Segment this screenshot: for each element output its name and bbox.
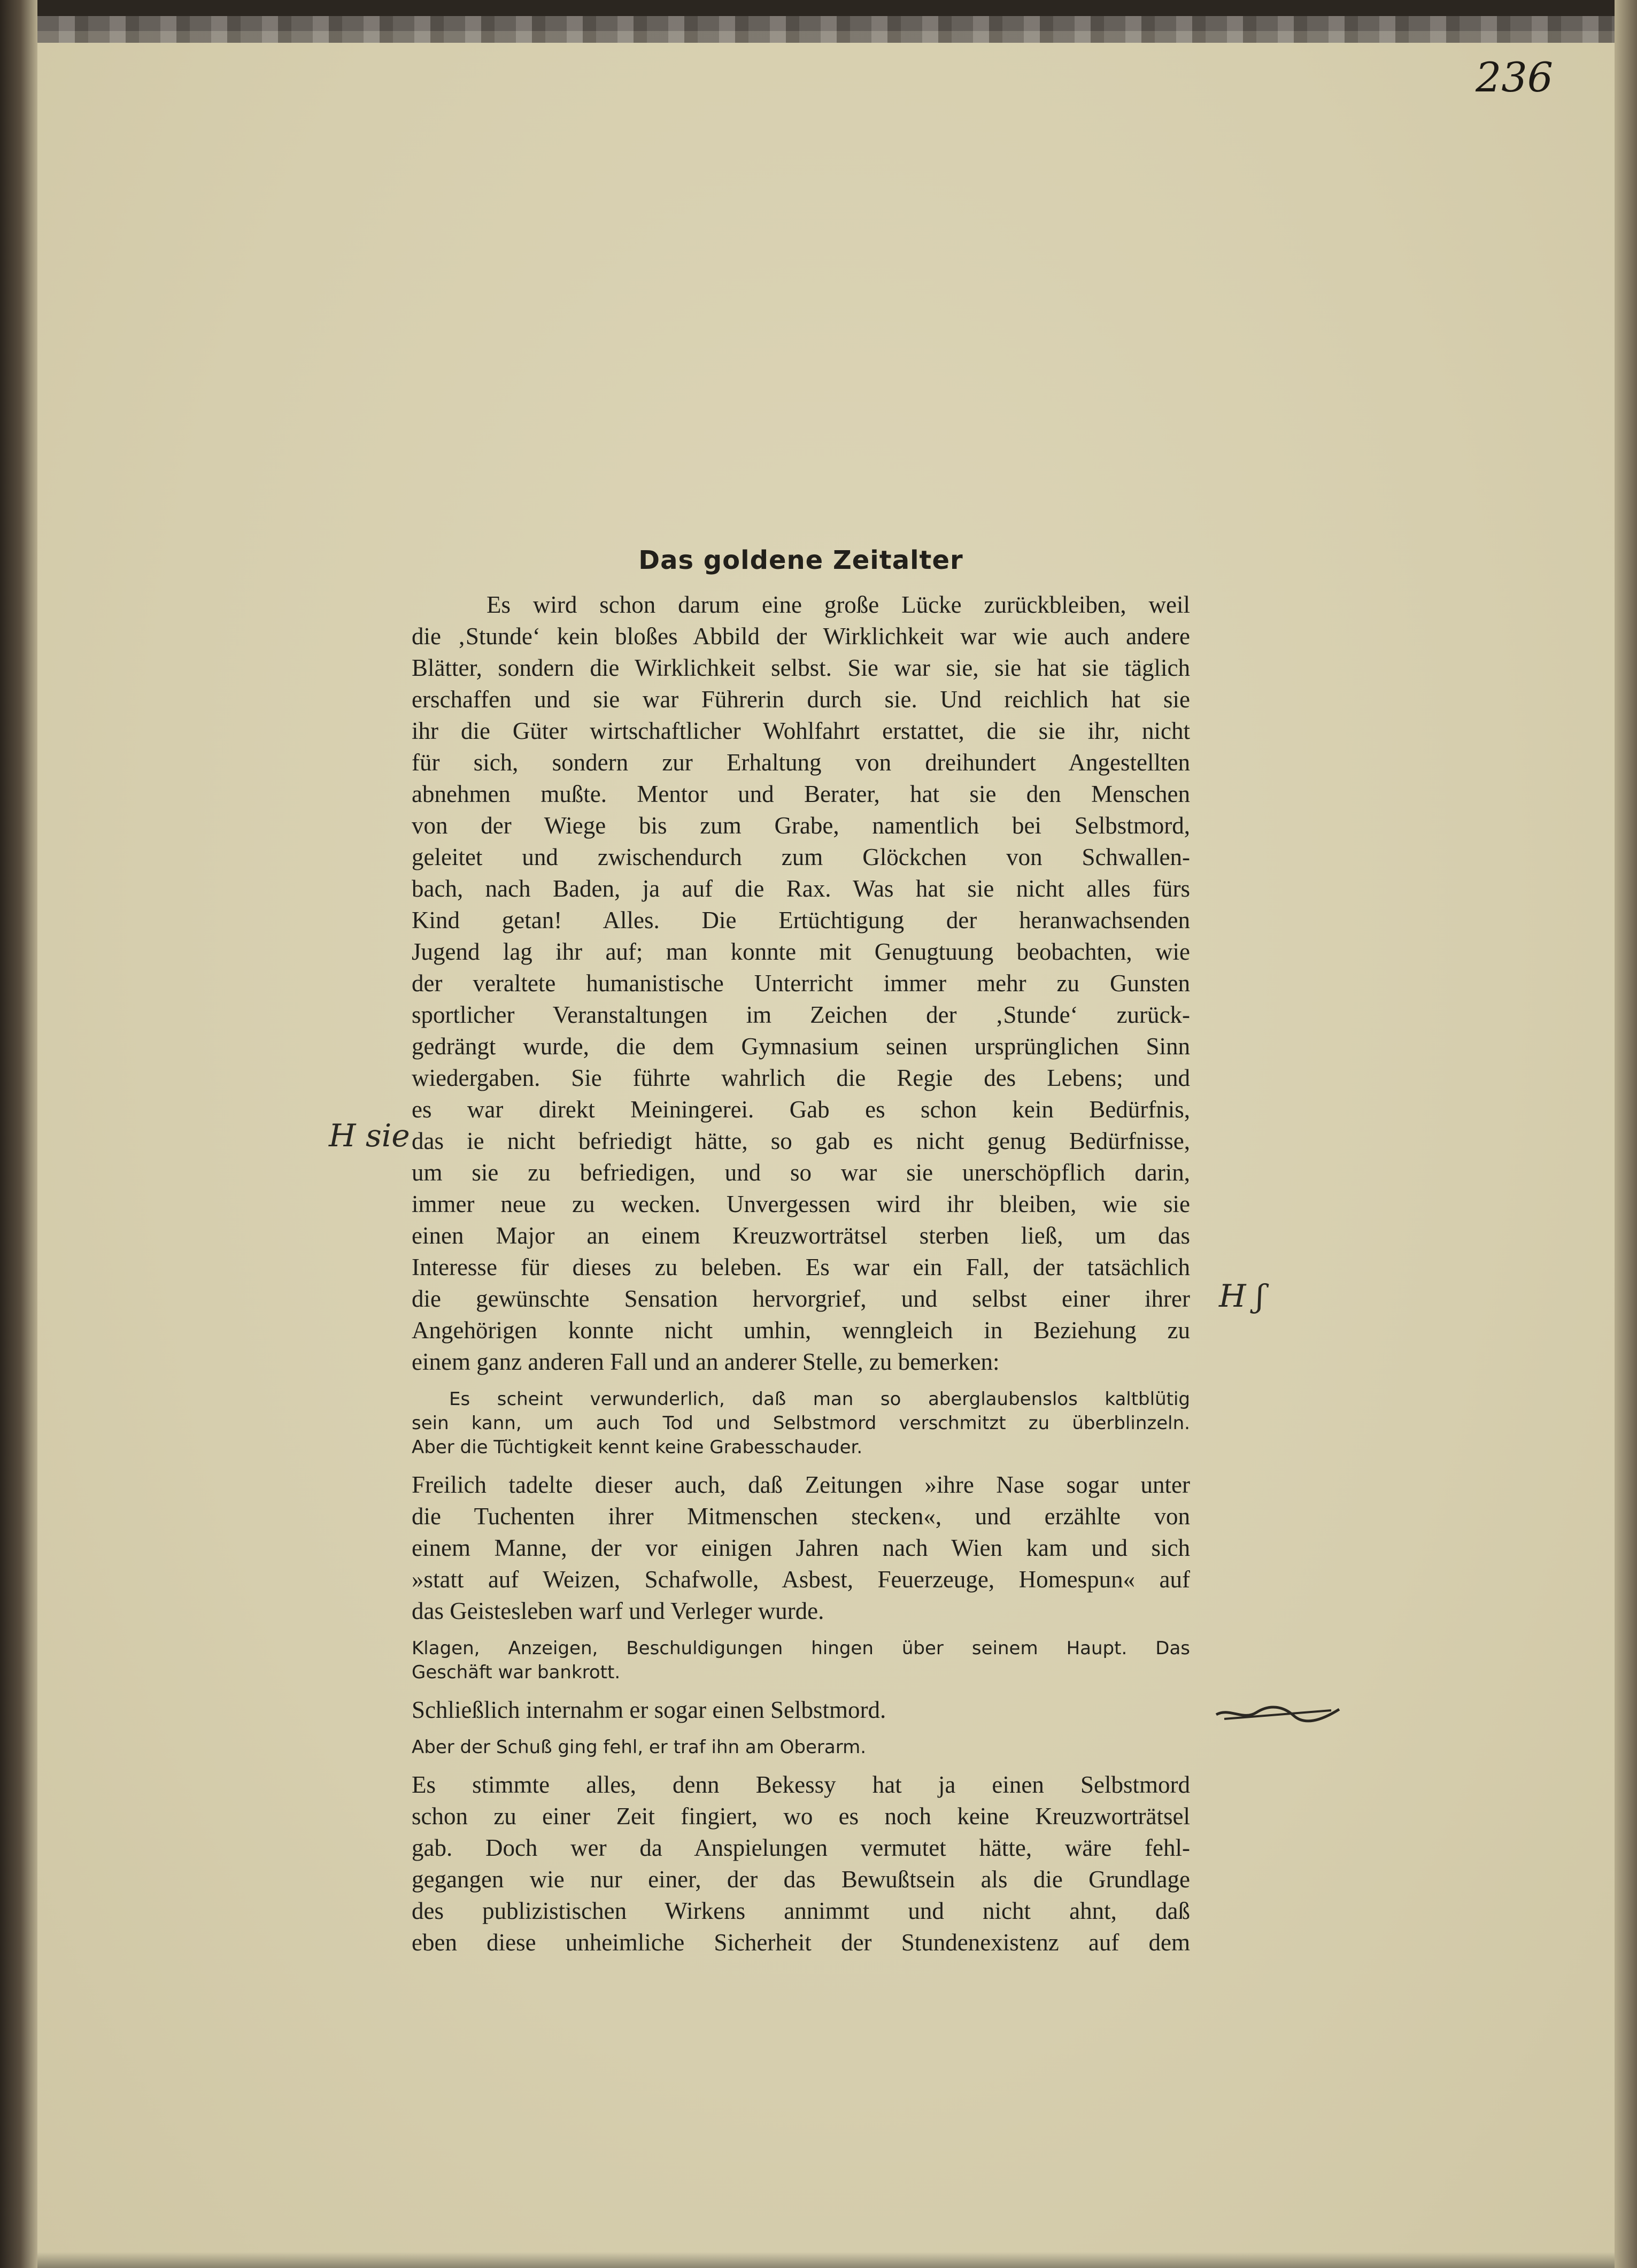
article-title: Das goldene Zeitalter	[638, 545, 963, 575]
text-line: bach, nach Baden, ja auf die Rax. Was hat sie nicht alles fürs	[412, 875, 1190, 902]
paragraph-2	[412, 1469, 1190, 1627]
page-bottom-shadow	[37, 2252, 1615, 2268]
text-line: die Tuchenten ihrer Mitmenschen stecken«, und erzählte von	[412, 1503, 1190, 1530]
binding-edge	[0, 0, 37, 2268]
text-line: eben diese unheimliche Sicherheit der Stundenexistenz auf dem	[412, 1929, 1190, 1956]
block-quote-2	[412, 1637, 1190, 1685]
text-line: Jugend lag ihr auf; man konnte mit Genugtuung beobachten, wie	[412, 938, 1190, 965]
text-line: erschaffen und sie war Führerin durch sie. Und reichlich hat sie	[412, 686, 1190, 713]
text-line: einem Manne, der vor einigen Jahren nach Wien kam und sich	[412, 1534, 1190, 1561]
text-line: es war direkt Meiningerei. Gab es schon kein Bedürfnis,	[412, 1096, 1190, 1123]
text-line: gegangen wie nur einer, der das Bewußtsein als die Grundlage	[412, 1866, 1190, 1893]
text-line: abnehmen mußte. Mentor und Berater, hat sie den Menschen	[412, 781, 1190, 807]
text-line: Interesse für dieses zu beleben. Es war ein Fall, der tatsächlich	[412, 1254, 1190, 1280]
text-line: Kind getan! Alles. Die Ertüchtigung der heranwachsenden	[412, 907, 1190, 934]
text-line: einem ganz anderen Fall und an anderer Stelle, zu bemerken:	[412, 1348, 1000, 1375]
text-line: das ie nicht befriedigt hätte, so gab es nicht genug Bedürfnisse,	[412, 1128, 1190, 1154]
text-line: geleitet und zwischendurch zum Glöckchen von Schwallen-	[412, 844, 1190, 870]
paragraph-1	[412, 589, 1190, 1378]
quote-line: Klagen, Anzeigen, Beschuldigungen hingen über seinem Haupt. Das	[412, 1638, 1190, 1659]
text-line: schon zu einer Zeit fingiert, wo es noch keine Kreuzworträtsel	[412, 1803, 1190, 1830]
text-line: um sie zu befriedigen, und so war sie unerschöpflich darin,	[412, 1159, 1190, 1186]
article-body	[412, 545, 1190, 1958]
quote-line: Es scheint verwunderlich, daß man so aberglaubenslos kaltblütig	[449, 1388, 1190, 1410]
block-quote-3	[412, 1735, 1190, 1760]
text-line: die gewünschte Sensation hervorgrief, und selbst einer ihrer	[412, 1285, 1190, 1312]
page-right-edge	[1615, 0, 1637, 2268]
text-line: »statt auf Weizen, Schafwolle, Asbest, Feuerzeuge, Homespun« auf	[412, 1566, 1190, 1593]
text-line: Angehörigen konnte nicht umhin, wenngleich in Beziehung zu	[412, 1317, 1190, 1344]
text-line: wiedergaben. Sie führte wahrlich die Regie des Lebens; und	[412, 1064, 1190, 1091]
text-line: des publizistischen Wirkens annimmt und nicht ahnt, daß	[412, 1897, 1190, 1924]
text-line: immer neue zu wecken. Unvergessen wird ihr bleiben, wie sie	[412, 1191, 1190, 1217]
quote-line: Geschäft war bankrott.	[412, 1662, 621, 1683]
folio-number: 236	[1476, 53, 1554, 101]
text-line: von der Wiege bis zum Grabe, namentlich bei Selbstmord,	[412, 812, 1190, 839]
text-line: das Geistesleben warf und Verleger wurde.	[412, 1598, 824, 1624]
margin-note-right: H ʃ	[1219, 1278, 1264, 1314]
text-line: Schließlich internahm er sogar einen Selbstmord.	[412, 1696, 886, 1723]
text-line: sportlicher Veranstaltungen im Zeichen der ‚Stunde‘ zurück-	[412, 1001, 1190, 1028]
handwritten-correction-mark	[1214, 1703, 1342, 1724]
text-line: für sich, sondern zur Erhaltung von dreihundert Angestellten	[412, 749, 1190, 776]
text-line: Blätter, sondern die Wirklichkeit selbst. Sie war sie, sie hat sie täglich	[412, 654, 1190, 681]
margin-note-left: H sie	[329, 1117, 410, 1154]
text-line: die ‚Stunde‘ kein bloßes Abbild der Wirklichkeit war wie auch andere	[412, 623, 1190, 650]
text-line: Freilich tadelte dieser auch, daß Zeitungen »ihre Nase sogar unter	[412, 1471, 1190, 1498]
page-top-edge	[37, 16, 1615, 43]
text-line: Es wird schon darum eine große Lücke zurückbleiben, weil	[487, 591, 1190, 618]
text-line: ihr die Güter wirtschaftlicher Wohlfahrt erstattet, die sie ihr, nicht	[412, 718, 1190, 744]
text-line: Es stimmte alles, denn Bekessy hat ja einen Selbstmord	[412, 1771, 1190, 1798]
text-line: einen Major an einem Kreuzworträtsel sterben ließ, um das	[412, 1222, 1190, 1249]
block-quote-1	[412, 1387, 1190, 1460]
paragraph-4	[412, 1769, 1190, 1958]
quote-line: Aber die Tüchtigkeit kennt keine Grabesschauder.	[412, 1437, 863, 1458]
quote-line: Aber der Schuß ging fehl, er traf ihn am Oberarm.	[412, 1737, 867, 1758]
text-line: der veraltete humanistische Unterricht immer mehr zu Gunsten	[412, 970, 1190, 997]
text-line: gab. Doch wer da Anspielungen vermutet hätte, wäre fehl-	[412, 1834, 1190, 1861]
text-line: gedrängt wurde, die dem Gymnasium seinen ursprünglichen Sinn	[412, 1033, 1190, 1060]
quote-line: sein kann, um auch Tod und Selbstmord verschmitzt zu überblinzeln.	[412, 1413, 1190, 1434]
